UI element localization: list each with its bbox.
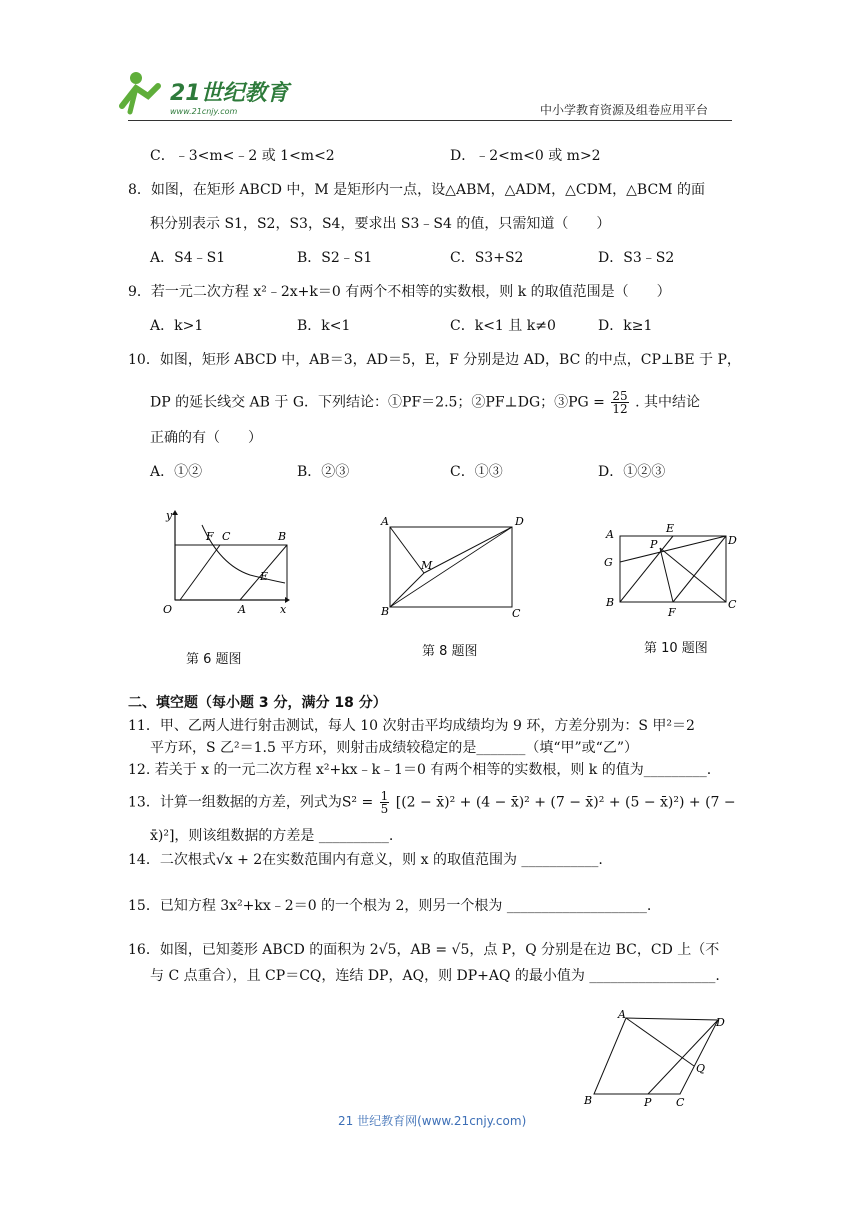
- q10-option-a: A．①②: [150, 464, 203, 480]
- q8-option-c: C．S3+S2: [450, 250, 524, 266]
- section-2-title: 二、填空题（每小题 3 分，满分 18 分）: [128, 695, 387, 711]
- q10-line2-a: DP 的延长线交 AB 于 G．下列结论：①PF＝2.5；②PF⊥DG；③PG =: [150, 394, 605, 411]
- figure-8-caption: 第 8 题图: [422, 644, 478, 659]
- q15-text-line1: 15．已知方程 3x²+kx﹣2＝0 的一个根为 2，则另一个根为 ____________________.: [128, 898, 652, 914]
- q13-line1-b: [(2 − x̄)² + (4 − x̄)² + (7 − x̄)² + (5 − x̄)²) + (7 −: [395, 794, 736, 811]
- svg-text:D: D: [728, 534, 737, 547]
- svg-text:F: F: [206, 530, 214, 543]
- q13-text-line2: x̄)²]，则该组数据的方差是 __________.: [150, 828, 394, 844]
- q10-text-line3: 正确的有（ ）: [150, 430, 262, 446]
- figure-6: [150, 505, 290, 620]
- svg-text:G: G: [604, 556, 613, 569]
- q9-text-line1: 9．若一元二次方程 x²﹣2x+k＝0 有两个不相等的实数根，则 k 的取值范围是（ ）: [128, 284, 671, 300]
- svg-text:B: B: [278, 530, 287, 543]
- svg-text:D: D: [716, 1016, 725, 1029]
- svg-text:A: A: [238, 603, 246, 616]
- q13-frac-den: 5: [380, 802, 389, 816]
- q10-option-c: C．①③: [450, 464, 503, 480]
- svg-text:M: M: [421, 559, 433, 572]
- svg-text:A: A: [606, 528, 614, 541]
- runner-icon: [122, 72, 158, 112]
- q13-fraction: [380, 790, 390, 815]
- svg-text:C: C: [222, 530, 231, 543]
- q10-line2-b: . 其中结论: [635, 394, 701, 411]
- figure-10: [600, 518, 745, 618]
- q16-text-line1: 16．如图，已知菱形 ABCD 的面积为 2√5，AB = √5，点 P，Q 分别是在边 BC，CD 上（不: [128, 942, 720, 958]
- svg-text:B: B: [584, 1094, 593, 1107]
- q7-option-d: D．﹣2<m<0 或 m>2: [450, 148, 601, 164]
- svg-text:F: F: [668, 606, 676, 618]
- q9-option-c: C．k<1 且 k≠0: [450, 318, 556, 334]
- q8-option-b: B．S2﹣S1: [297, 250, 373, 266]
- svg-text:O: O: [163, 603, 173, 616]
- svg-text:Q: Q: [696, 1062, 706, 1075]
- svg-text:y: y: [166, 509, 173, 522]
- svg-text:A: A: [381, 515, 389, 528]
- figure-16: [578, 1008, 738, 1108]
- svg-text:B: B: [381, 605, 390, 618]
- q10-fraction: [611, 390, 628, 415]
- svg-text:C: C: [728, 598, 737, 611]
- figure-6-caption: 第 6 题图: [186, 652, 242, 667]
- q10-option-d: D．①②③: [598, 464, 666, 480]
- q10-frac-num: 25: [612, 389, 628, 403]
- svg-text:E: E: [666, 522, 675, 535]
- q14-text-line1: 14．二次根式√x + 2在实数范围内有意义，则 x 的取值范围为 ___________.: [128, 852, 603, 868]
- q13-line1-a: 13．计算一组数据的方差，列式为S² =: [128, 794, 374, 811]
- q10-frac-den: 12: [612, 402, 628, 416]
- svg-text:D: D: [515, 515, 524, 528]
- site-logo: [118, 66, 308, 122]
- svg-text:E: E: [260, 570, 269, 583]
- svg-text:A: A: [618, 1008, 626, 1021]
- q9-option-a: A．k>1: [150, 318, 204, 334]
- footer-text: 21 世纪教育网(www.21cnjy.com): [338, 1114, 527, 1128]
- q9-option-b: B．k<1: [297, 318, 351, 334]
- q8-option-d: D．S3﹣S2: [598, 250, 675, 266]
- q16-text-line2: 与 C 点重合），且 CP＝CQ，连结 DP，AQ，则 DP+AQ 的最小值为 __________________.: [150, 968, 720, 984]
- q12-text-line1: 12. 若关于 x 的一元二次方程 x²+kx﹣k﹣1＝0 有两个相等的实数根，则 k 的值为_________.: [128, 762, 712, 778]
- figure-10-caption: 第 10 题图: [644, 641, 708, 656]
- q8-text-line2: 积分别表示 S1，S2，S3，S4，要求出 S3﹣S4 的值，只需知道（ ）: [150, 216, 611, 232]
- q11-text-line1: 11．甲、乙两人进行射击测试，每人 10 次射击平均成绩均为 9 环，方差分别为：S 甲²＝2: [128, 718, 695, 734]
- svg-text:P: P: [650, 538, 658, 551]
- q8-option-a: A．S4﹣S1: [150, 250, 226, 266]
- q10-text-line1: 10．如图，矩形 ABCD 中，AB＝3，AD＝5，E，F 分别是边 AD，BC 的中点，CP⊥BE 于 P，: [128, 352, 741, 368]
- svg-text:C: C: [676, 1096, 685, 1108]
- logo-text: 21世纪教育: [170, 81, 289, 106]
- q8-text-line1: 8．如图，在矩形 ABCD 中，M 是矩形内一点，设△ABM，△ADM，△CDM，△BCM 的面: [128, 182, 705, 198]
- header-divider: [128, 120, 732, 121]
- logo-url: www.21cnjy.com: [170, 107, 238, 116]
- q13-text-line1: [128, 790, 736, 815]
- svg-text:P: P: [644, 1096, 652, 1108]
- q10-text-line2: [150, 390, 700, 415]
- q10-option-b: B．②③: [297, 464, 350, 480]
- header-tagline: 中小学教育资源及组卷应用平台: [540, 103, 709, 117]
- svg-text:C: C: [512, 607, 521, 620]
- q7-option-c: C．﹣3<m<﹣2 或 1<m<2: [150, 148, 335, 164]
- svg-text:B: B: [606, 596, 615, 609]
- q11-text-line2: 平方环，S 乙²＝1.5 平方环，则射击成绩较稳定的是_______（填“甲”或“乙”）: [150, 740, 638, 756]
- figure-8: [378, 515, 528, 620]
- svg-text:x: x: [280, 603, 287, 616]
- q13-frac-num: 1: [380, 789, 389, 803]
- q9-option-d: D．k≥1: [598, 318, 653, 334]
